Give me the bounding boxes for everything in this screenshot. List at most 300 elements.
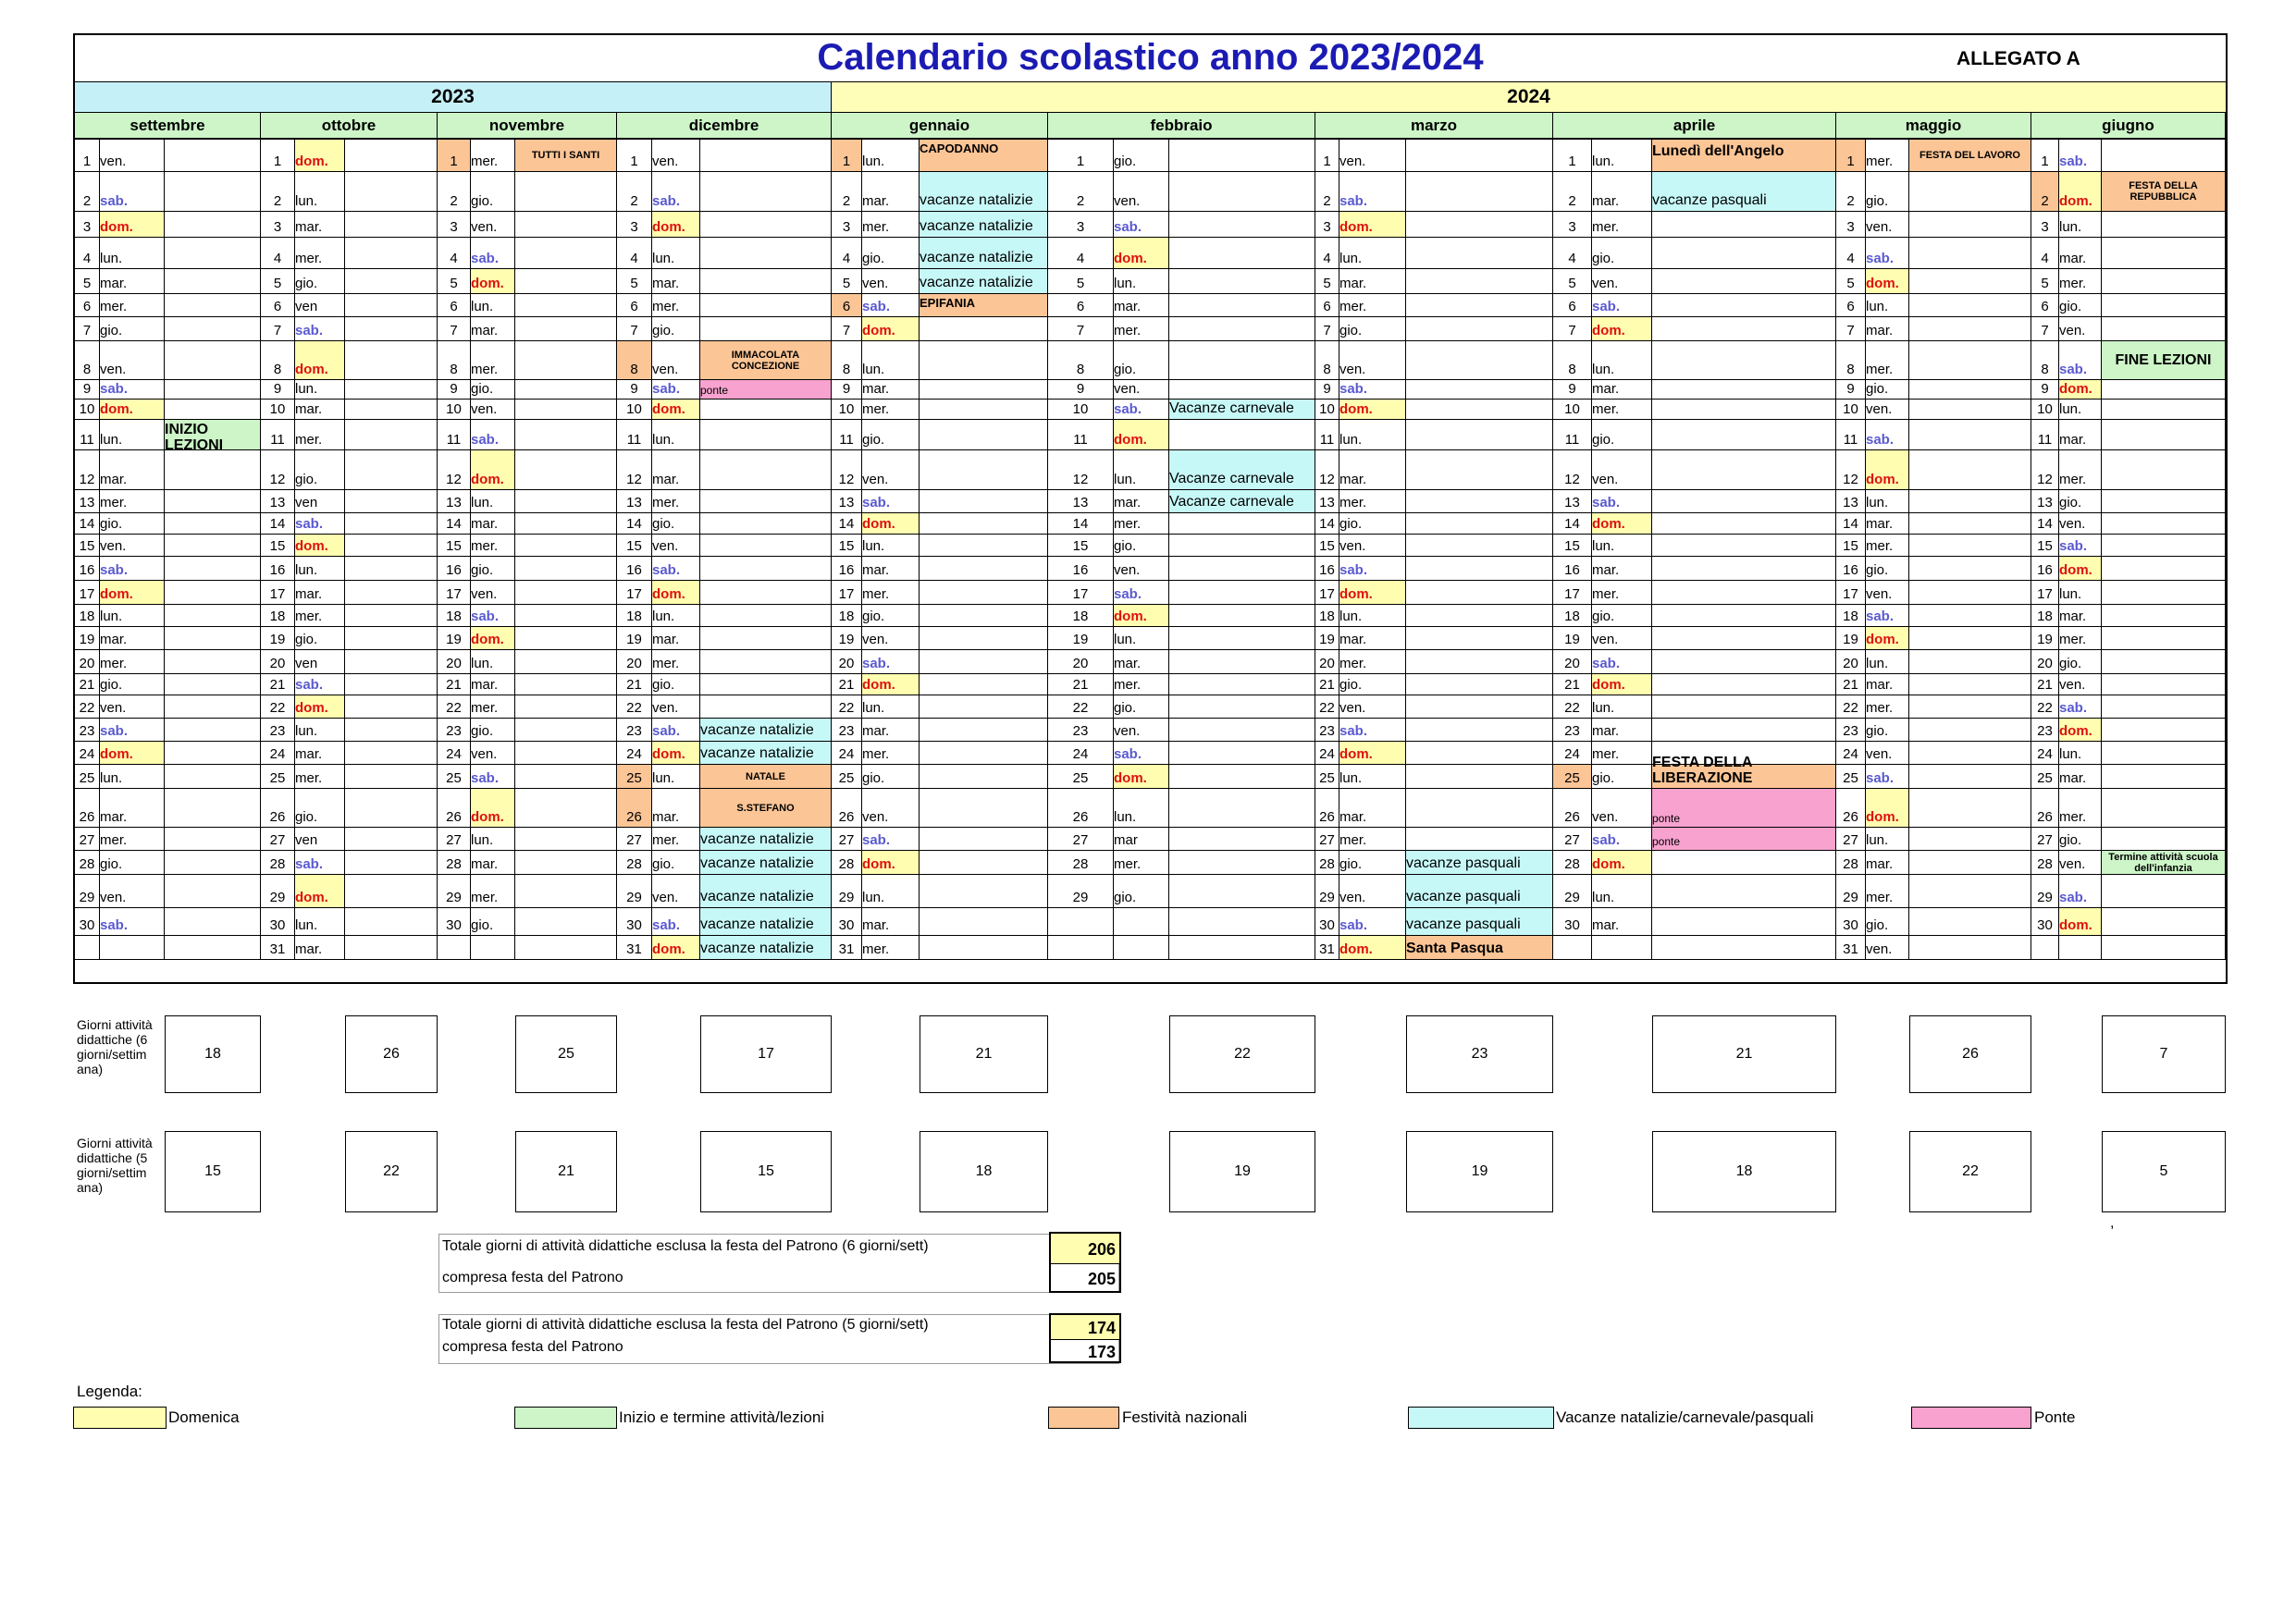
cell-text: 21 — [1843, 677, 1858, 693]
cell-text: 19 — [626, 632, 642, 647]
cell-text: 22 — [1319, 700, 1335, 716]
weekday — [1592, 789, 1652, 828]
cell-text: 27 — [446, 832, 462, 848]
weekday — [471, 719, 515, 742]
cell-text: lun. — [100, 609, 123, 624]
event-cell — [1406, 828, 1553, 851]
weekday — [1866, 535, 1909, 557]
day-number — [617, 851, 652, 875]
cell-text: lun. — [652, 251, 675, 266]
cell-text: lun. — [471, 656, 494, 671]
day-number — [832, 450, 862, 490]
day-number — [1315, 380, 1339, 400]
cell-text: 4 — [1568, 251, 1576, 266]
event-cell — [700, 269, 832, 294]
weekday — [1866, 742, 1909, 765]
cell-text: 17 — [1072, 586, 1089, 602]
event-cell — [1909, 627, 2031, 650]
cell-text: 15 — [1843, 538, 1858, 554]
day-number — [617, 294, 652, 317]
event-cell — [1652, 450, 1836, 490]
day-number — [832, 380, 862, 400]
month-header-gennaio: gennaio — [832, 113, 1048, 140]
event-cell — [1406, 341, 1553, 380]
cell-text: gio. — [2059, 656, 2082, 671]
cell-text: 4 — [1076, 251, 1085, 266]
day-number — [1048, 875, 1114, 908]
cell-text: 3 — [1568, 219, 1576, 235]
weekday — [295, 695, 345, 719]
day-number — [617, 380, 652, 400]
weekday — [471, 851, 515, 875]
summary-box-6: 22 — [1169, 1015, 1315, 1093]
cell-text: dom. — [2059, 917, 2092, 933]
day-number — [617, 490, 652, 513]
day-number — [832, 828, 862, 851]
day-number — [2031, 936, 2059, 960]
cell-text: lun. — [1114, 276, 1137, 291]
day-number — [1315, 851, 1339, 875]
weekday — [1114, 719, 1169, 742]
cell-text: mer. — [295, 432, 323, 448]
cell-text: mar. — [2059, 609, 2087, 624]
cell-text: 14 — [2037, 516, 2053, 532]
day-number — [438, 513, 471, 535]
cell-text: 16 — [1843, 562, 1858, 578]
weekday — [100, 851, 165, 875]
cell-text: lun. — [1866, 832, 1889, 848]
weekday — [1114, 875, 1169, 908]
cell-text: 10 — [269, 401, 286, 417]
event-cell — [1169, 238, 1315, 269]
weekday — [862, 238, 920, 269]
day-number — [1048, 420, 1114, 450]
cell-text: 22 — [1843, 700, 1858, 716]
day-number — [1048, 908, 1114, 936]
cell-text: 27 — [1564, 832, 1580, 848]
cell-text: 14 — [838, 516, 855, 532]
event-cell — [920, 238, 1048, 269]
cell-text: 20 — [838, 656, 855, 671]
cell-text: 13 — [79, 495, 95, 510]
cell-text: sab. — [1114, 219, 1142, 235]
cell-text: mer. — [295, 251, 323, 266]
weekday — [1592, 851, 1652, 875]
event-cell — [1652, 238, 1836, 269]
event-cell — [515, 172, 617, 212]
event-cell — [345, 828, 438, 851]
cell-text: ven. — [1339, 362, 1366, 377]
weekday — [1592, 238, 1652, 269]
event-cell — [1406, 719, 1553, 742]
cell-text: dom. — [295, 362, 328, 377]
event-cell — [1169, 719, 1315, 742]
cell-text: gio. — [1592, 432, 1615, 448]
cell-text: sab. — [652, 193, 681, 209]
event-cell — [1909, 294, 2031, 317]
day-number — [75, 765, 100, 789]
event-cell — [1406, 490, 1553, 513]
weekday — [2059, 650, 2102, 674]
cell-text: 23 — [1564, 723, 1580, 739]
event-cell — [920, 513, 1048, 535]
event-cell — [1406, 420, 1553, 450]
event-cell — [1652, 420, 1836, 450]
day-number — [1048, 765, 1114, 789]
day-number — [1836, 212, 1866, 238]
day-number — [1836, 936, 1866, 960]
cell-text: sab. — [1114, 746, 1142, 762]
event-cell — [1909, 420, 2031, 450]
summary-box-5: 19 — [1406, 1131, 1553, 1212]
cell-text: EPIFANIA — [920, 296, 975, 310]
event-cell — [920, 317, 1048, 341]
cell-text: sab. — [1866, 251, 1895, 266]
weekday — [1339, 294, 1406, 317]
event-cell — [1652, 674, 1836, 695]
weekday — [1114, 627, 1169, 650]
day-number — [1836, 420, 1866, 450]
cell-text: 10 — [1072, 401, 1089, 417]
weekday — [1866, 317, 1909, 341]
cell-text: mar. — [100, 809, 128, 825]
month-header-maggio: maggio — [1836, 113, 2031, 140]
event-cell — [920, 294, 1048, 317]
event-cell — [165, 765, 261, 789]
cell-text: sab. — [100, 723, 129, 739]
day-number — [1553, 650, 1592, 674]
cell-text: Vacanze carnevale — [1169, 400, 1294, 416]
cell-text: ponte — [700, 384, 729, 397]
weekday — [1114, 269, 1169, 294]
cell-text: 23 — [2037, 723, 2053, 739]
event-cell — [1652, 908, 1836, 936]
cell-text: gio. — [1339, 677, 1363, 693]
event-cell — [1652, 212, 1836, 238]
event-cell — [1406, 212, 1553, 238]
event-cell — [165, 172, 261, 212]
event-cell — [2102, 875, 2226, 908]
cell-text: dom. — [862, 677, 895, 693]
event-cell — [1909, 605, 2031, 627]
weekday — [2059, 317, 2102, 341]
event-cell — [700, 581, 832, 605]
cell-text: 15 — [1072, 538, 1089, 554]
cell-text: 12 — [269, 472, 286, 487]
cell-text: mar. — [1114, 495, 1142, 510]
weekday — [295, 765, 345, 789]
event-cell — [1169, 828, 1315, 851]
weekday — [2059, 742, 2102, 765]
event-cell — [1169, 627, 1315, 650]
weekday — [471, 513, 515, 535]
event-cell — [1909, 269, 2031, 294]
cell-text: lun. — [100, 432, 123, 448]
cell-text: mar. — [295, 219, 323, 235]
cell-text: 25 — [446, 770, 462, 786]
cell-text: 1 — [1568, 154, 1576, 169]
cell-text: dom. — [471, 472, 504, 487]
event-cell — [2102, 605, 2226, 627]
cell-text: lun. — [295, 562, 318, 578]
event-cell — [1169, 875, 1315, 908]
event-cell — [1909, 535, 2031, 557]
cell-text: gio. — [862, 609, 885, 624]
day-number — [1315, 294, 1339, 317]
event-cell — [920, 450, 1048, 490]
cell-text: 14 — [269, 516, 286, 532]
cell-text: ven — [295, 832, 318, 848]
event-cell — [1406, 650, 1553, 674]
weekday — [1114, 742, 1169, 765]
event-cell — [700, 719, 832, 742]
day-number — [1553, 513, 1592, 535]
cell-text: ven. — [1592, 809, 1619, 825]
cell-text: ven. — [1114, 562, 1141, 578]
weekday — [1592, 400, 1652, 420]
event-cell — [165, 420, 261, 453]
event-cell — [1406, 400, 1553, 420]
day-number — [261, 789, 295, 828]
weekday — [100, 380, 165, 400]
cell-text: mar. — [652, 276, 680, 291]
weekday — [2059, 765, 2102, 789]
weekday — [1592, 294, 1652, 317]
weekday — [2059, 380, 2102, 400]
weekday — [295, 875, 345, 908]
cell-text: 6 — [450, 299, 458, 314]
cell-text: 11 — [1564, 432, 1580, 448]
summary-label-line: giorni/settim — [77, 1165, 147, 1180]
cell-text: mer. — [862, 401, 890, 417]
day-number — [438, 789, 471, 828]
cell-text: 21 — [1319, 677, 1335, 693]
event-cell — [165, 212, 261, 238]
day-number — [1315, 450, 1339, 490]
day-number — [1315, 908, 1339, 936]
cell-text: 27 — [626, 832, 642, 848]
cell-text: gio. — [1866, 193, 1889, 209]
cell-text: 28 — [2037, 856, 2053, 872]
legend-swatch-vacanze — [1408, 1407, 1554, 1429]
day-number — [261, 380, 295, 400]
day-number — [832, 420, 862, 450]
day-number — [1553, 789, 1592, 828]
cell-text: gio. — [652, 516, 675, 532]
cell-text: lun. — [1114, 809, 1137, 825]
weekday — [862, 695, 920, 719]
weekday — [1114, 341, 1169, 380]
cell-text: mar. — [1114, 656, 1142, 671]
event-cell — [700, 420, 832, 450]
cell-text: sab. — [1339, 562, 1368, 578]
cell-text: 8 — [1846, 362, 1855, 377]
event-cell — [345, 851, 438, 875]
cell-text: 13 — [1072, 495, 1089, 510]
event-cell — [1909, 650, 2031, 674]
event-cell — [1652, 936, 1836, 960]
day-number — [261, 695, 295, 719]
day-number — [1836, 557, 1866, 581]
weekday — [862, 380, 920, 400]
cell-text: 13 — [838, 495, 855, 510]
weekday — [1592, 341, 1652, 380]
day-number — [1553, 828, 1592, 851]
cell-text: 18 — [1843, 609, 1858, 624]
cell-text: mar. — [295, 586, 323, 602]
cell-text: mar. — [862, 193, 890, 209]
event-cell — [1406, 269, 1553, 294]
event-cell — [2102, 513, 2226, 535]
cell-text: 11 — [80, 432, 94, 448]
weekday — [100, 627, 165, 650]
event-cell — [515, 695, 617, 719]
event-cell — [165, 789, 261, 828]
cell-text: ven. — [2059, 856, 2086, 872]
event-cell — [1652, 513, 1836, 535]
cell-text: dom. — [1339, 219, 1373, 235]
weekday — [1339, 420, 1406, 450]
cell-text: mer. — [471, 154, 499, 169]
weekday — [652, 719, 700, 742]
event-cell — [515, 341, 617, 380]
cell-text: 19 — [1072, 632, 1089, 647]
event-cell — [1909, 212, 2031, 238]
event-cell — [700, 400, 832, 420]
day-number — [1315, 695, 1339, 719]
cell-text: 17 — [2037, 586, 2053, 602]
cell-text: sab. — [100, 562, 129, 578]
cell-text: 26 — [79, 809, 95, 825]
weekday — [1866, 875, 1909, 908]
cell-text: sab. — [1592, 299, 1621, 314]
cell-text: 6 — [82, 299, 92, 314]
cell-text: 27 — [79, 832, 95, 848]
event-cell — [515, 557, 617, 581]
cell-text: gio. — [100, 516, 123, 532]
day-number — [2031, 450, 2059, 490]
weekday — [1592, 828, 1652, 851]
day-number — [617, 212, 652, 238]
cell-text: 26 — [269, 809, 286, 825]
cell-text: 5 — [1076, 276, 1085, 291]
cell-text: dom. — [471, 632, 504, 647]
cell-text: dom. — [2059, 562, 2092, 578]
day-number — [261, 605, 295, 627]
cell-text: gio. — [100, 323, 123, 338]
cell-text: 24 — [2037, 746, 2053, 762]
weekday — [100, 400, 165, 420]
cell-text: 25 — [1072, 770, 1089, 786]
day-number — [832, 557, 862, 581]
weekday — [652, 581, 700, 605]
cell-text: 3 — [630, 219, 638, 235]
weekday — [652, 294, 700, 317]
cell-text: 14 — [1564, 516, 1580, 532]
cell-text: 12 — [79, 472, 95, 487]
event-cell — [2102, 294, 2226, 317]
cell-text: 4 — [2041, 251, 2049, 266]
weekday — [1339, 490, 1406, 513]
cell-text: mer. — [652, 832, 680, 848]
day-number — [75, 557, 100, 581]
cell-text: mar. — [652, 632, 680, 647]
legend-swatch-ponte — [1911, 1407, 2031, 1429]
cell-text: 24 — [446, 746, 462, 762]
cell-text: mer. — [1114, 323, 1142, 338]
day-number — [2031, 269, 2059, 294]
weekday — [295, 341, 345, 380]
event-cell — [165, 400, 261, 420]
weekday — [862, 789, 920, 828]
cell-text: 19 — [446, 632, 462, 647]
event-cell — [2102, 380, 2226, 400]
event-cell — [165, 557, 261, 581]
day-number — [1553, 627, 1592, 650]
cell-text: mar. — [1866, 856, 1894, 872]
summary-box-5: 22 — [1909, 1131, 2031, 1212]
event-cell — [345, 317, 438, 341]
weekday — [1114, 172, 1169, 212]
weekday — [652, 851, 700, 875]
day-number — [75, 535, 100, 557]
day-number — [832, 140, 862, 172]
day-number — [438, 420, 471, 450]
event-cell — [1169, 269, 1315, 294]
day-number — [2031, 490, 2059, 513]
weekday — [652, 140, 700, 172]
cell-text: 31 — [269, 941, 286, 957]
cell-text: 13 — [1564, 495, 1580, 510]
cell-text: dom. — [652, 586, 685, 602]
day-number — [2031, 317, 2059, 341]
event-cell — [345, 875, 438, 908]
weekday — [862, 742, 920, 765]
weekday — [1866, 936, 1909, 960]
weekday — [295, 742, 345, 765]
summary-box-5: 15 — [165, 1131, 261, 1212]
day-number — [1553, 674, 1592, 695]
cell-text: 3 — [2041, 219, 2049, 235]
cell-text: dom. — [1592, 323, 1625, 338]
weekday — [471, 341, 515, 380]
cell-text: mar. — [471, 677, 499, 693]
summary-box-6: 26 — [345, 1015, 438, 1093]
day-number — [1836, 789, 1866, 828]
day-number — [2031, 851, 2059, 875]
day-number — [1836, 875, 1866, 908]
cell-text: lun. — [652, 432, 675, 448]
cell-text: 3 — [450, 219, 458, 235]
cell-text: 21 — [269, 677, 286, 693]
cell-text: sab. — [1592, 495, 1621, 510]
weekday — [1114, 420, 1169, 450]
cell-text: sab. — [1866, 770, 1895, 786]
cell-text: mar. — [1592, 917, 1620, 933]
day-number — [1553, 908, 1592, 936]
event-cell — [1169, 581, 1315, 605]
weekday — [100, 490, 165, 513]
cell-text: ven. — [862, 472, 889, 487]
event-cell — [920, 420, 1048, 450]
weekday — [1592, 719, 1652, 742]
weekday — [652, 400, 700, 420]
event-cell — [1652, 535, 1836, 557]
cell-text: lun. — [471, 299, 494, 314]
event-cell — [700, 828, 832, 851]
day-number — [261, 650, 295, 674]
day-number — [1553, 380, 1592, 400]
